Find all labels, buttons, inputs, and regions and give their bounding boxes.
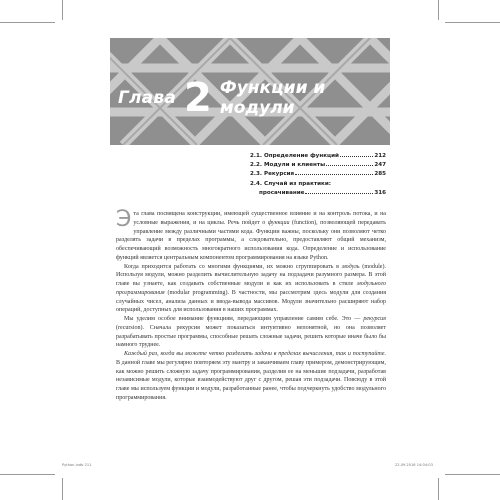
text-run: (module). Используя модули, можно разделить вычислительную задачу на подзадачи разумного размера. В этой главе вы узнаете, как создавать собственные модули и как их использовать в стиле xyxy=(116,263,386,287)
chapter-title: Функции и модули xyxy=(219,78,326,118)
chapter-contents xyxy=(250,152,386,198)
body-paragraph xyxy=(116,350,386,403)
crop-mark xyxy=(445,22,500,23)
toc-entry-page: 247 xyxy=(374,162,386,169)
body-paragraph xyxy=(116,315,386,350)
toc-entry[interactable] xyxy=(250,152,386,161)
chapter-banner xyxy=(110,38,390,145)
crop-mark xyxy=(62,0,63,20)
emphasized-text: Каждый раз, когда вы можете четко разделить задачи в пределах вычисления, так и поступайте. xyxy=(124,351,386,357)
toc-entry-page: 285 xyxy=(374,171,386,178)
text-run: Мы уделим особое внимание функциям, передающим управление самим себе. Это — xyxy=(124,316,364,322)
text-run: та глава посвящена конструкции, имеющей существенное влияние и на контроль потока, и на условные выражения, и на циклы. Речь пойдет о xyxy=(133,211,386,226)
toc-entry-title: 2.3. Рекурсия xyxy=(250,171,295,178)
toc-entry-title: 2.1. Определение функций xyxy=(250,153,339,159)
drop-cap: Э xyxy=(116,207,132,232)
body-paragraph xyxy=(116,207,386,263)
toc-entry[interactable] xyxy=(250,161,386,170)
toc-entry-title: 2.4. Случай из практики: xyxy=(250,180,331,187)
toc-entry[interactable] xyxy=(250,180,386,189)
footer-timestamp: 22.09.2016 14:04:03 xyxy=(395,463,433,467)
text-run: Когда приходится работать со многими функциями, их можно сгруппировать в xyxy=(124,263,342,270)
emphasized-text: модуль xyxy=(341,263,360,270)
toc-entry[interactable] xyxy=(250,170,386,179)
text-run: (modular programming). В частности, мы рассмотрим здесь модули для создания случайных чисел, анализа данных и ввода-вывода массивов. Модули значительно расширяют набор операций, доступных для использования в наших программах. xyxy=(116,289,386,314)
body-paragraph xyxy=(116,263,386,316)
toc-entry[interactable] xyxy=(250,189,386,198)
chapter-heading xyxy=(118,75,390,121)
crop-mark xyxy=(438,478,439,500)
emphasized-text: рекурсия xyxy=(363,316,386,322)
toc-entry-page: 212 xyxy=(374,153,386,159)
chapter-label: Глава xyxy=(118,88,176,108)
toc-leader xyxy=(295,173,373,175)
footer-file-info: Python.indb 211 xyxy=(62,463,92,467)
toc-leader xyxy=(340,155,373,157)
crop-mark xyxy=(445,474,500,475)
crop-mark xyxy=(0,474,55,475)
text-run: (recursion). Сначала рекурсия может показаться интуитивно непонятной, но она позволяет разрабатывать простые программы, способные решать сложные задачи, решить которые иначе было бы намного труднее. xyxy=(116,324,386,349)
crop-mark xyxy=(62,478,63,500)
text-run: (function), позволяющей передавать управление между различными частями кода. Функции важны, поскольку они позволяют четко разделять задачи в пределах программы, а следовательно, предоставляют общий механизм, обеспечивающий возможность многократного использования кода. Определение и использование функций является центральным компонентом программирования на языке Python. xyxy=(116,219,386,261)
toc-leader xyxy=(326,164,373,166)
toc-entry-page: 316 xyxy=(374,189,386,196)
toc-entry-title: 2.2. Модули и клиенты xyxy=(250,162,326,169)
toc-entry-title: просачивание xyxy=(259,189,305,196)
text-run: В данной главе мы регулярно повторяем эту мантру и заканчиваем главу примером, демонстрирующим, как можно решить сложную задачу программирования, разделив ее на меньшие подзадачи, разработав независимые модули, которые взаимодействуют друг с другом, решая эти подзадачи. Повсюду в этой главе мы используем функции и модули, разработанные ранее, чтобы подчеркнуть удобство модульного программирования. xyxy=(116,359,386,401)
emphasized-text: модульного программирования xyxy=(116,281,386,296)
crop-mark xyxy=(0,22,55,23)
chapter-number: 2 xyxy=(184,75,212,121)
chapter-intro-text xyxy=(116,207,386,403)
crop-mark xyxy=(438,0,439,20)
toc-leader xyxy=(305,192,373,194)
emphasized-text: функции xyxy=(267,219,290,226)
